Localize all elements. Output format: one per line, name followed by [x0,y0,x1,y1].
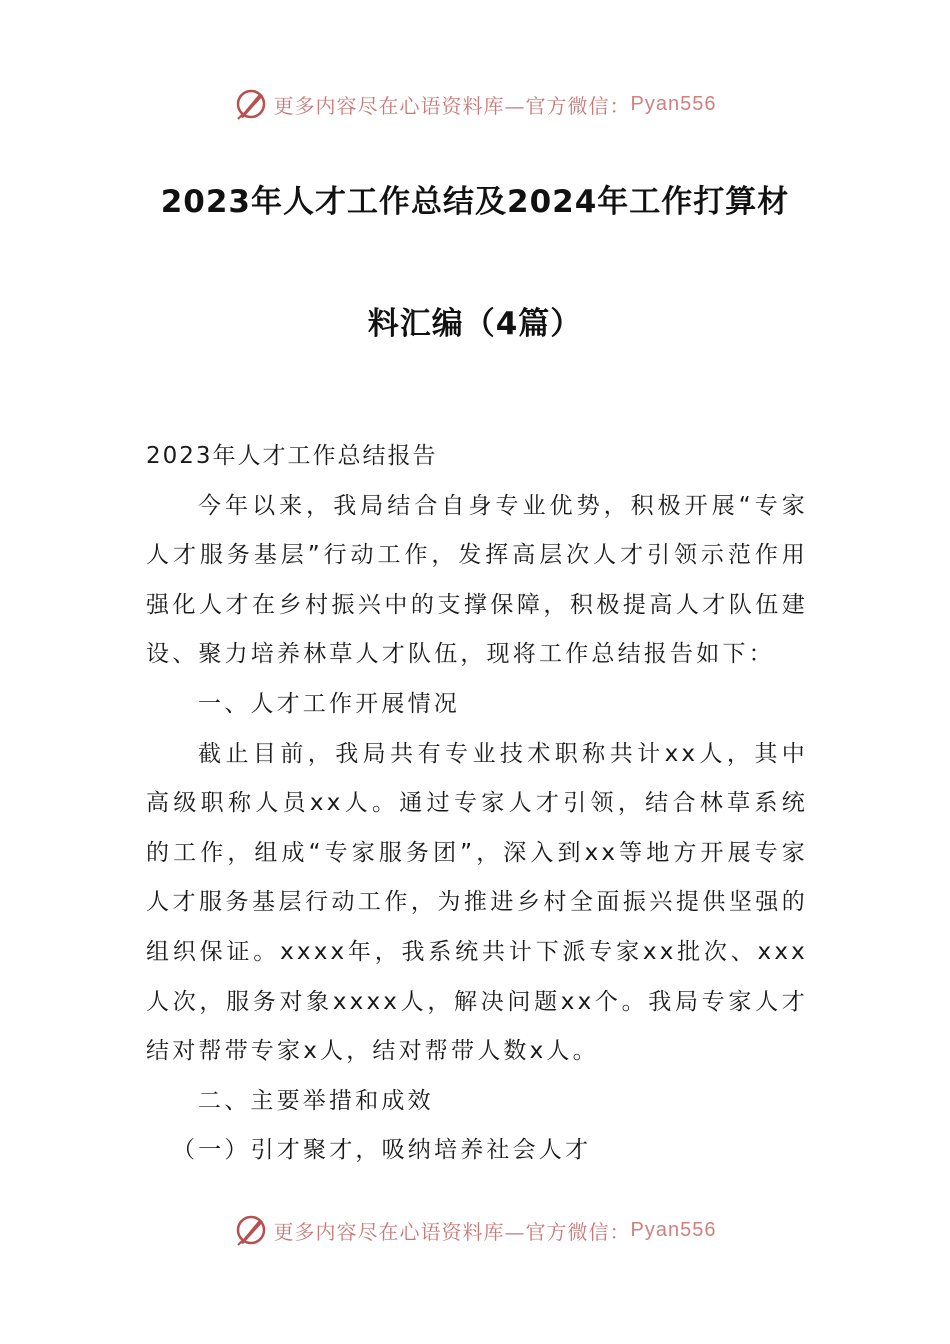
paragraph-status: 截止目前，我局共有专业技术职称共计xx人，其中高级职称人员xx人。通过专家人才引领，结合林草系统的工作，组成“专家服务团”，深入到xx等地方开展专家人才服务基层行动工作，为推进乡村全面振兴提供坚强的组织保证。xxxx年，我系统共计下派专家xx批次、xxx人次，服务对象xxxx人，解决问题xx个。我局专家人才结对帮带专家x人，结对帮带人数x人。 [146,740,808,1065]
footer-watermark [0,1210,950,1250]
watermark-text: 更多内容尽在心语资料库—官方微信： [273,1219,631,1244]
watermark-wechat-id: Pyan556 [630,1218,717,1241]
heading-2: 二、主要举措和成效 [198,1087,434,1114]
pen-circle-logo-icon [234,87,268,121]
document-title-line2: 料汇编（4篇） [367,306,583,342]
paragraph-intro: 今年以来，我局结合自身专业优势，积极开展“专家人才服务基层”行动工作，发挥高层次人才引领示范作用强化人才在乡村振兴中的支撑保障，积极提高人才队伍建设、聚力培养林草人才队伍，现将工作总结报告如下： [146,492,808,668]
watermark-text: 更多内容尽在心语资料库—官方微信： [273,93,631,118]
pen-circle-logo-icon [234,1213,268,1247]
heading-1: 一、人才工作开展情况 [198,690,460,717]
section-title: 2023年人才工作总结报告 [146,443,438,469]
document-body [146,432,808,1176]
subheading-1: （一）引才聚才，吸纳培养社会人才 [172,1137,592,1164]
header-watermark [0,84,950,124]
watermark-wechat-id: Pyan556 [630,92,717,115]
document-title-line1: 2023年人才工作总结及2024年工作打算材 [160,184,790,220]
